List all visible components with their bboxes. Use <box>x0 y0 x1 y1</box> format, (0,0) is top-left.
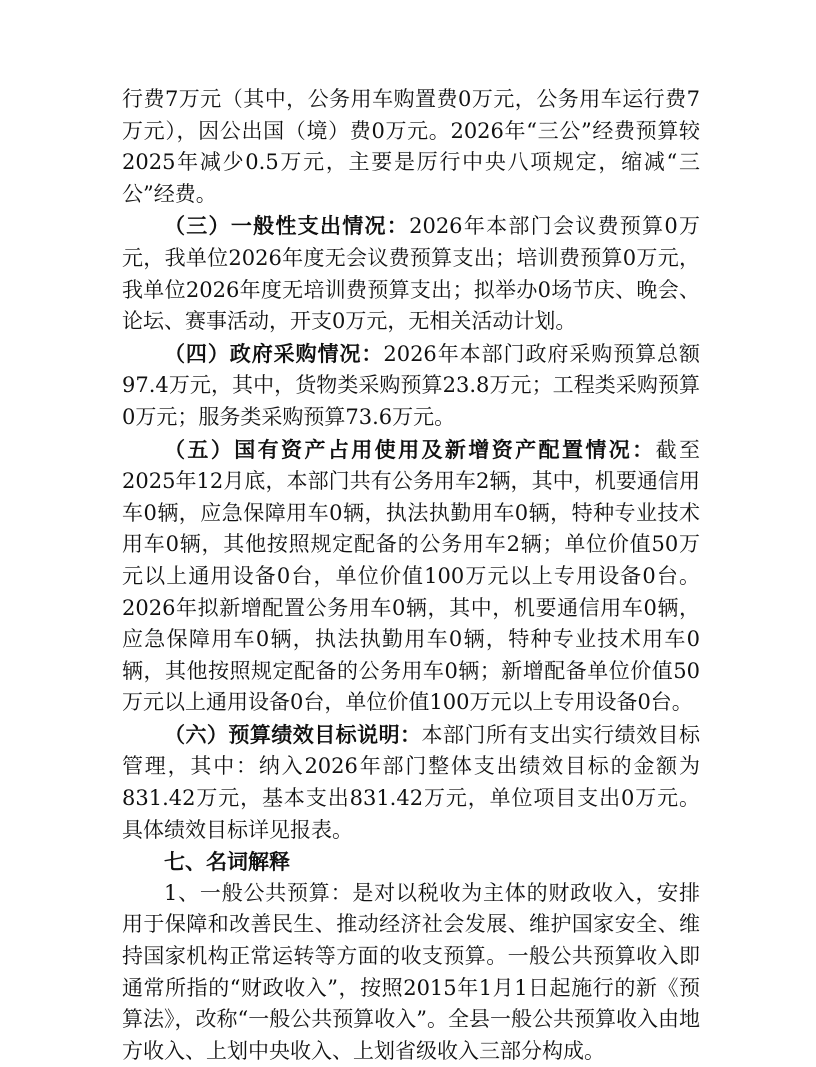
paragraph-three-public-funds <box>122 84 700 210</box>
paragraph-definition-general-budget <box>122 878 700 1067</box>
paragraph-text: 本部门所有支出实行绩效目标管理，其中：纳入2026年部门整体支出绩效目标的金额为831.42万元，基本支出831.42万元，单位项目支出0万元。具体绩效目标详见报表。 <box>122 722 700 842</box>
paragraph-text: 2026年本部门会议费预算0万元，我单位2026年度无会议费预算支出；培训费预算0万元，我单位2026年度无培训费预算支出；拟举办0场节庆、晚会、论坛、赛事活动，开支0万元，无相关活动计划。 <box>122 214 700 334</box>
paragraph-heading: （三）一般性支出情况： <box>164 213 410 239</box>
paragraph-heading: （六）预算绩效目标说明： <box>164 721 422 747</box>
section-title: 七、名词解释 <box>164 849 290 875</box>
paragraph-performance-goals <box>122 719 700 846</box>
paragraph-text: 1、一般公共预算：是对以税收为主体的财政收入，安排用于保障和改善民生、推动经济社会发展、维护国家安全、维持国家机构正常运转等方面的收支预算。一般公共预算收入即通常所指的“财政收入”，按照2015年1月1日起施行的新《预算法》，改称“一般公共预算收入”。全县一般公共预算收入由地方收入、上划中央收入、上划省级收入三部分构成。 <box>122 880 700 1063</box>
paragraph-general-expenditure <box>122 210 700 337</box>
document-page <box>122 84 700 1067</box>
paragraph-heading: （四）政府采购情况： <box>164 340 384 366</box>
paragraph-heading: （五）国有资产占用使用及新增资产配置情况： <box>164 436 656 462</box>
paragraph-text: 2026年本部门政府采购预算总额97.4万元，其中，货物类采购预算23.8万元；工程类采购预算0万元；服务类采购预算73.6万元。 <box>122 341 700 429</box>
paragraph-text: 截至2025年12月底，本部门共有公务用车2辆，其中，机要通信用车0辆，应急保障用车0辆，执法执勤用车0辆，特种专业技术用车0辆，其他按照规定配备的公务用车2辆；单位价值50万元以上通用设备0台，单位价值100万元以上专用设备0台。2026年拟新增配置公务用车0辆，其中，机要通信用车0辆，应急保障用车0辆，执法执勤用车0辆，特种专业技术用车0辆，其他按照规定配备的公务用车0辆；新增配备单位价值50万元以上通用设备0台，单位价值100万元以上专用设备0台。 <box>122 437 701 715</box>
paragraph-state-assets <box>122 434 700 719</box>
paragraph-text: 行费7万元（其中，公务用车购置费0万元，公务用车运行费7万元），因公出国（境）费0万元。2026年“三公”经费预算较2025年减少0.5万元，主要是厉行中央八项规定，缩减“三公”经费。 <box>122 87 700 206</box>
paragraph-government-procurement <box>122 338 700 434</box>
